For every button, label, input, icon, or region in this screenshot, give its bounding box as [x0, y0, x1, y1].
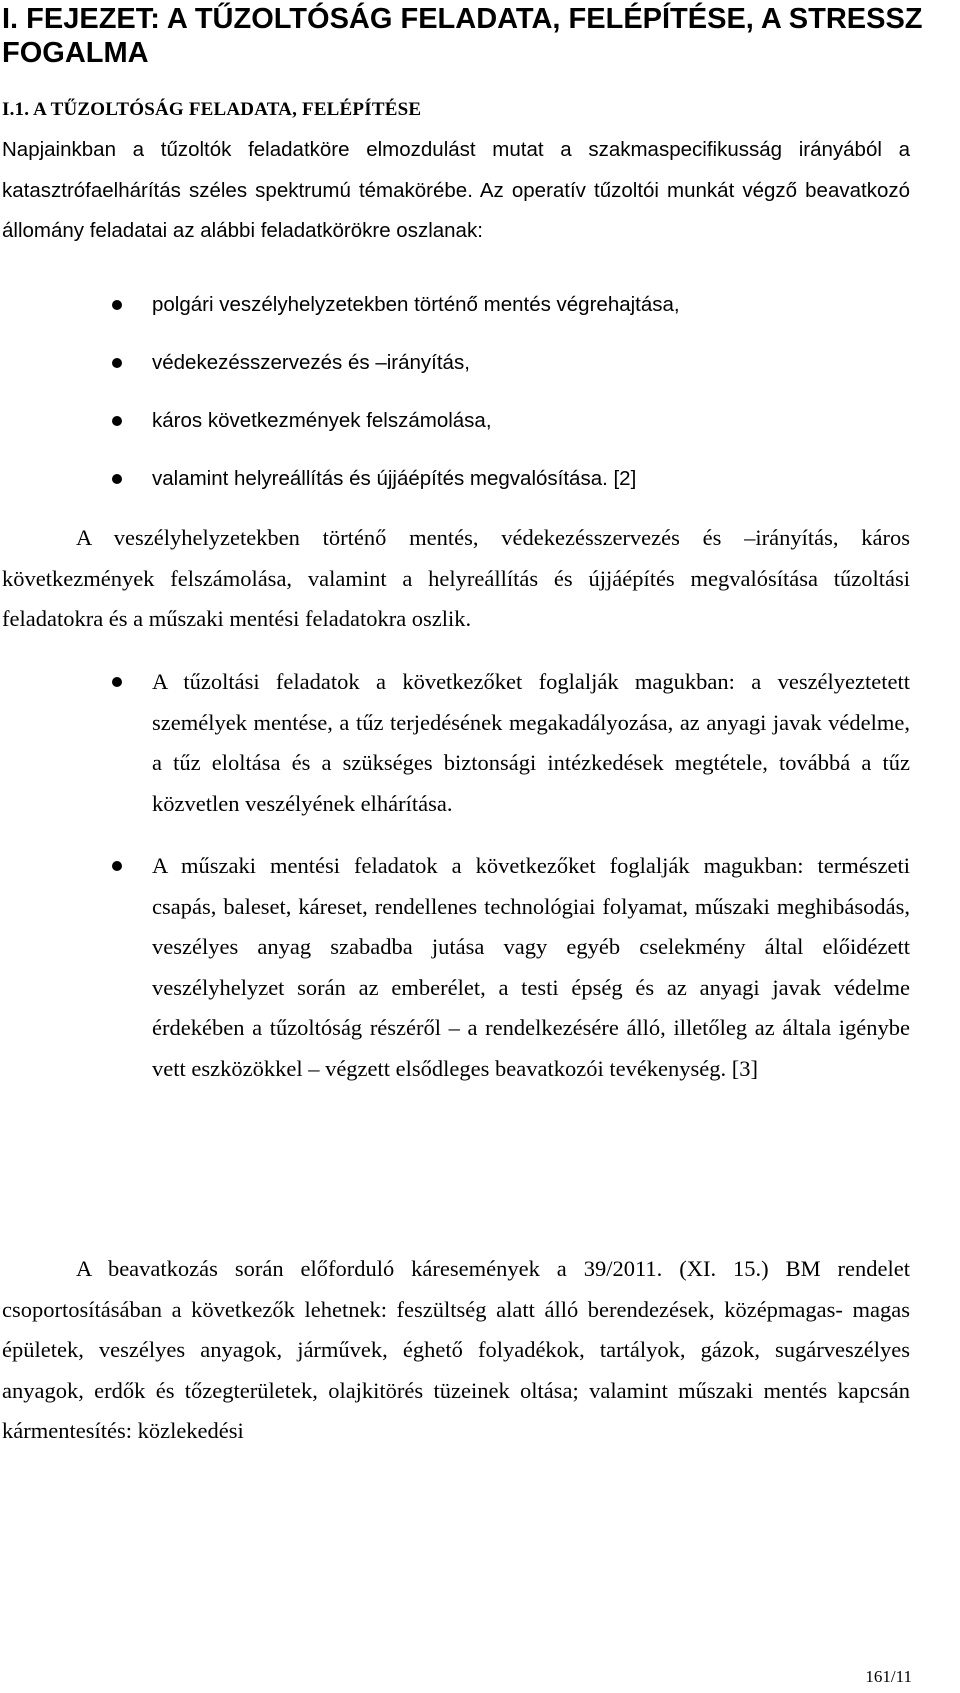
- bullet-icon: [112, 358, 122, 368]
- list-item: [0, 408, 910, 434]
- intro-paragraph: Napjainkban a tűzoltók feladatköre elmozdulást mutat a szakmaspecifikusság irányából a katasztrófaelhárítás széles spektrumú témakörébe. Az operatív tűzoltói munkát végző beavatkozó állomány feladatai az alábbi feladatkörökre oszlanak:: [2, 138, 910, 242]
- list-item: [0, 846, 910, 1089]
- list-item-text: A műszaki mentési feladatok a következőket foglalják magukban: természeti csapás, baleset, káreset, rendellenes technológiai folyamat, műszaki meghibásodás, veszélyes anyag szabadba jutása vagy egyéb cselekmény által előidézett veszélyhelyzet során az emberélet, a testi épség és az anyagi javak védelme érdekében a tűzoltóság részéről – a rendelkezésére álló, illetőleg az általa igénybe vett eszközökkel – végzett elsődleges beavatkozói tevékenység. [3]: [152, 853, 910, 1081]
- page-number: 161/11: [865, 1667, 912, 1686]
- section-heading: I.1. A TŰZOLTÓSÁG FELADATA, FELÉPÍTÉSE: [2, 99, 422, 120]
- task-list: [0, 292, 910, 524]
- list-item: [0, 292, 910, 318]
- bullet-icon: [112, 677, 122, 687]
- chapter-title: I. FEJEZET: A TŰZOLTÓSÁG FELADATA, FELÉPÍTÉSE, A STRESSZ FOGALMA: [2, 3, 923, 69]
- list-item-text: A tűzoltási feladatok a következőket foglalják magukban: a veszélyeztetett személyek mentése, a tűz terjedésének megakadályozása, az anyagi javak védelme, a tűz eloltása és a szükséges biztonsági intézkedések megtétele, továbbá a tűz közvetlen veszélyének elhárítása.: [152, 669, 910, 816]
- list-item: [0, 466, 910, 492]
- paragraph-2: A veszélyhelyzetekben történő mentés, védekezésszervezés és –irányítás, káros következmények felszámolása, valamint a helyreállítás és újjáépítés megvalósítása tűzoltási feladatokra és a műszaki mentési feladatokra oszlik.: [2, 525, 910, 631]
- list-item: [0, 662, 910, 824]
- bullet-icon: [112, 300, 122, 310]
- bullet-icon: [112, 861, 122, 871]
- list-item-text: védekezésszervezés és –irányítás,: [152, 351, 470, 374]
- list-item: [0, 350, 910, 376]
- bullet-icon: [112, 416, 122, 426]
- duty-list: [0, 662, 910, 1111]
- bullet-icon: [112, 474, 122, 484]
- list-item-text: káros következmények felszámolása,: [152, 409, 492, 432]
- paragraph-3: A beavatkozás során előforduló káresemények a 39/2011. (XI. 15.) BM rendelet csoportosításában a következők lehetnek: feszültség alatt álló berendezések, középmagas- magas épületek, veszélyes anyagok, járművek, éghető folyadékok, tartályok, gázok, sugárveszélyes anyagok, erdők és tőzegterületek, olajkitörés tüzeinek oltása; valamint műszaki mentés kapcsán kármentesítés: közlekedési: [2, 1256, 910, 1443]
- list-item-text: valamint helyreállítás és újjáépítés megvalósítása. [2]: [152, 467, 637, 490]
- list-item-text: polgári veszélyhelyzetekben történő mentés végrehajtása,: [152, 293, 680, 316]
